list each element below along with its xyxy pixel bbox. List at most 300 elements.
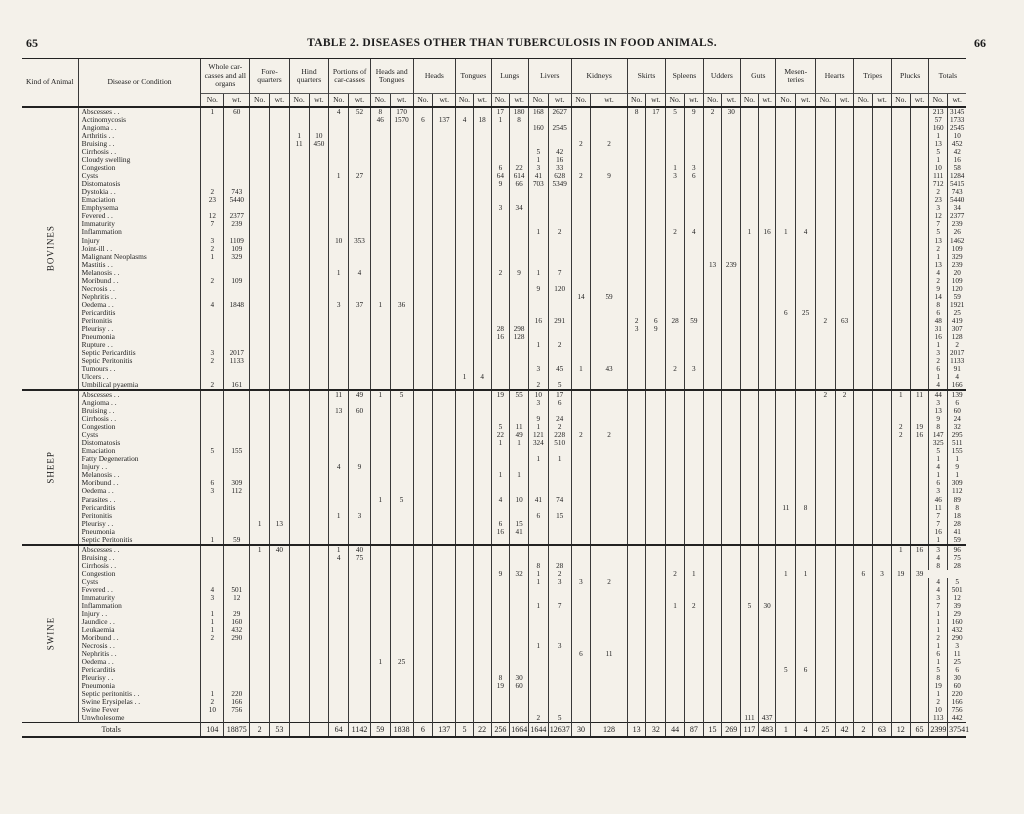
- value-cell: [684, 188, 703, 196]
- value-cell: [815, 706, 835, 714]
- value-cell: [910, 357, 929, 365]
- value-cell: 3: [349, 512, 371, 520]
- value-cell: [835, 674, 854, 682]
- value-cell: [390, 204, 413, 212]
- total-cell: 22: [473, 723, 491, 738]
- value-cell: 109: [224, 277, 250, 285]
- value-cell: [815, 407, 835, 415]
- value-cell: [250, 204, 270, 212]
- value-cell: 9: [646, 325, 666, 333]
- value-cell: [835, 107, 854, 116]
- value-cell: [491, 586, 510, 594]
- value-cell: [349, 658, 371, 666]
- value-cell: [873, 512, 892, 520]
- value-cell: [289, 293, 309, 301]
- value-cell: [528, 407, 548, 415]
- value-cell: [390, 431, 413, 439]
- value-cell: [289, 455, 309, 463]
- value-cell: [201, 682, 224, 690]
- value-cell: [433, 349, 456, 357]
- disease-name: Septic Peritonitis: [78, 357, 201, 365]
- value-cell: [349, 578, 371, 586]
- value-cell: 22: [491, 431, 510, 439]
- value-cell: [270, 431, 290, 439]
- value-cell: 5: [929, 666, 948, 674]
- value-cell: 27: [349, 172, 371, 180]
- value-cell: [646, 439, 666, 447]
- value-cell: 628: [548, 172, 571, 180]
- value-cell: [796, 642, 816, 650]
- value-cell: [510, 642, 529, 650]
- value-cell: [390, 132, 413, 140]
- value-cell: [835, 196, 854, 204]
- value-cell: [224, 325, 250, 333]
- value-cell: [309, 690, 329, 698]
- value-cell: [270, 204, 290, 212]
- value-cell: [370, 277, 390, 285]
- value-cell: [473, 349, 491, 357]
- value-cell: 128: [510, 333, 529, 341]
- value-cell: [815, 357, 835, 365]
- value-cell: [703, 317, 722, 325]
- value-cell: [854, 690, 873, 698]
- value-cell: 1: [528, 423, 548, 431]
- value-cell: 3: [571, 578, 591, 586]
- value-cell: [329, 148, 349, 156]
- value-cell: [666, 504, 685, 512]
- value-cell: [390, 349, 413, 357]
- value-cell: [491, 545, 510, 554]
- value-cell: [224, 431, 250, 439]
- value-cell: [309, 261, 329, 269]
- value-cell: [627, 148, 646, 156]
- value-cell: [776, 642, 796, 650]
- value-cell: [873, 253, 892, 261]
- value-cell: [741, 594, 759, 602]
- value-cell: [835, 423, 854, 431]
- value-cell: [370, 140, 390, 148]
- value-cell: [433, 237, 456, 245]
- value-cell: [370, 706, 390, 714]
- value-cell: 6: [929, 365, 948, 373]
- value-cell: [591, 626, 627, 634]
- value-cell: [289, 578, 309, 586]
- value-cell: [684, 140, 703, 148]
- value-cell: [873, 285, 892, 293]
- value-cell: [684, 245, 703, 253]
- value-cell: 8: [929, 562, 948, 570]
- value-cell: [433, 325, 456, 333]
- value-cell: 4: [201, 301, 224, 309]
- value-cell: 2: [201, 634, 224, 642]
- value-cell: [910, 690, 929, 698]
- value-cell: 3: [929, 349, 948, 357]
- value-cell: 161: [224, 381, 250, 390]
- value-cell: [510, 706, 529, 714]
- value-cell: [646, 253, 666, 261]
- value-cell: 6: [929, 309, 948, 317]
- value-cell: [815, 610, 835, 618]
- value-cell: [250, 666, 270, 674]
- value-cell: [289, 714, 309, 723]
- value-cell: [684, 650, 703, 658]
- value-cell: [627, 365, 646, 373]
- value-cell: [873, 602, 892, 610]
- value-cell: [591, 228, 627, 236]
- value-cell: 42: [548, 148, 571, 156]
- value-cell: [510, 301, 529, 309]
- header-wt: wt.: [722, 94, 741, 108]
- disease-table: [22, 58, 1014, 738]
- value-cell: [309, 373, 329, 381]
- value-cell: 48: [929, 317, 948, 325]
- value-cell: [646, 487, 666, 495]
- value-cell: [741, 220, 759, 228]
- value-cell: [224, 132, 250, 140]
- value-cell: [528, 690, 548, 698]
- value-cell: [815, 714, 835, 723]
- value-cell: [433, 487, 456, 495]
- value-cell: [413, 333, 433, 341]
- value-cell: [815, 381, 835, 390]
- value-cell: [891, 180, 910, 188]
- value-cell: [684, 471, 703, 479]
- value-cell: [776, 148, 796, 156]
- value-cell: [684, 504, 703, 512]
- value-cell: [224, 570, 250, 578]
- value-cell: [390, 253, 413, 261]
- header-group: Tongues: [456, 59, 491, 94]
- value-cell: [666, 634, 685, 642]
- value-cell: 13: [929, 261, 948, 269]
- value-cell: [289, 706, 309, 714]
- value-cell: [528, 650, 548, 658]
- value-cell: [722, 602, 741, 610]
- value-cell: [473, 407, 491, 415]
- value-cell: [796, 180, 816, 188]
- value-cell: [776, 269, 796, 277]
- value-cell: [413, 528, 433, 536]
- value-cell: 2: [948, 341, 967, 349]
- value-cell: [758, 610, 776, 618]
- value-cell: [571, 196, 591, 204]
- value-cell: [758, 390, 776, 399]
- value-cell: [370, 479, 390, 487]
- value-cell: [370, 245, 390, 253]
- value-cell: [571, 301, 591, 309]
- value-cell: [390, 261, 413, 269]
- value-cell: 10: [929, 164, 948, 172]
- value-cell: [309, 479, 329, 487]
- value-cell: 6: [796, 666, 816, 674]
- value-cell: [722, 447, 741, 455]
- value-cell: [571, 132, 591, 140]
- value-cell: [250, 602, 270, 610]
- value-cell: [722, 714, 741, 723]
- value-cell: [891, 586, 910, 594]
- table-row: [22, 504, 1014, 512]
- header-group: Whole car-casses and all organs: [201, 59, 250, 94]
- value-cell: [270, 528, 290, 536]
- value-cell: [329, 642, 349, 650]
- value-cell: [548, 140, 571, 148]
- value-cell: [776, 610, 796, 618]
- value-cell: [741, 658, 759, 666]
- value-cell: 1: [329, 545, 349, 554]
- value-cell: [815, 204, 835, 212]
- value-cell: [270, 164, 290, 172]
- value-cell: [390, 602, 413, 610]
- value-cell: [910, 602, 929, 610]
- value-cell: [329, 634, 349, 642]
- value-cell: [433, 674, 456, 682]
- value-cell: [627, 156, 646, 164]
- value-cell: [456, 188, 474, 196]
- value-cell: 239: [948, 261, 967, 269]
- value-cell: [473, 357, 491, 365]
- value-cell: 2: [627, 317, 646, 325]
- value-cell: [548, 528, 571, 536]
- header-group: Hearts: [815, 59, 853, 94]
- table-row: [22, 317, 1014, 325]
- value-cell: [646, 148, 666, 156]
- value-cell: [591, 479, 627, 487]
- value-cell: [309, 269, 329, 277]
- value-cell: [758, 349, 776, 357]
- value-cell: [666, 204, 685, 212]
- value-cell: [571, 634, 591, 642]
- value-cell: [473, 487, 491, 495]
- value-cell: [873, 148, 892, 156]
- value-cell: [703, 253, 722, 261]
- disease-name: Pleurisy . .: [78, 520, 201, 528]
- value-cell: [349, 204, 371, 212]
- value-cell: [627, 220, 646, 228]
- value-cell: [646, 245, 666, 253]
- value-cell: 1: [741, 228, 759, 236]
- value-cell: [548, 650, 571, 658]
- value-cell: [703, 140, 722, 148]
- value-cell: [413, 357, 433, 365]
- value-cell: [646, 188, 666, 196]
- value-cell: [758, 407, 776, 415]
- disease-name: Swine Erysipelas . .: [78, 698, 201, 706]
- value-cell: [289, 471, 309, 479]
- value-cell: [666, 698, 685, 706]
- value-cell: [250, 148, 270, 156]
- value-cell: [250, 341, 270, 349]
- value-cell: [390, 520, 413, 528]
- value-cell: [854, 504, 873, 512]
- value-cell: [873, 269, 892, 277]
- value-cell: 52: [349, 107, 371, 116]
- value-cell: [571, 496, 591, 504]
- value-cell: 1733: [948, 116, 967, 124]
- value-cell: [854, 447, 873, 455]
- total-cell: 25: [815, 723, 835, 738]
- value-cell: [433, 423, 456, 431]
- value-cell: [703, 487, 722, 495]
- value-cell: [741, 562, 759, 570]
- value-cell: [741, 107, 759, 116]
- value-cell: [456, 520, 474, 528]
- value-cell: [433, 455, 456, 463]
- value-cell: [491, 714, 510, 723]
- value-cell: [473, 220, 491, 228]
- value-cell: [413, 487, 433, 495]
- value-cell: [741, 349, 759, 357]
- value-cell: [758, 666, 776, 674]
- value-cell: [758, 674, 776, 682]
- value-cell: [349, 277, 371, 285]
- value-cell: [473, 455, 491, 463]
- value-cell: [473, 333, 491, 341]
- value-cell: [873, 706, 892, 714]
- value-cell: [309, 618, 329, 626]
- value-cell: [491, 381, 510, 390]
- table-row: [22, 431, 1014, 439]
- value-cell: [390, 277, 413, 285]
- value-cell: [456, 140, 474, 148]
- value-cell: [776, 188, 796, 196]
- value-cell: [473, 293, 491, 301]
- value-cell: [684, 381, 703, 390]
- value-cell: [413, 399, 433, 407]
- value-cell: [349, 650, 371, 658]
- value-cell: [646, 357, 666, 365]
- header-wt: wt.: [433, 94, 456, 108]
- value-cell: 49: [349, 390, 371, 399]
- value-cell: [722, 545, 741, 554]
- value-cell: [591, 381, 627, 390]
- value-cell: [491, 407, 510, 415]
- value-cell: [548, 277, 571, 285]
- value-cell: [627, 455, 646, 463]
- value-cell: [873, 341, 892, 349]
- value-cell: [270, 148, 290, 156]
- value-cell: [413, 309, 433, 317]
- value-cell: [413, 463, 433, 471]
- value-cell: [646, 220, 666, 228]
- value-cell: [473, 698, 491, 706]
- value-cell: [456, 578, 474, 586]
- value-cell: [815, 253, 835, 261]
- value-cell: [528, 528, 548, 536]
- value-cell: 5440: [948, 196, 967, 204]
- value-cell: [224, 172, 250, 180]
- value-cell: [329, 447, 349, 455]
- value-cell: [910, 309, 929, 317]
- value-cell: [646, 212, 666, 220]
- value-cell: 11: [910, 390, 929, 399]
- value-cell: [571, 373, 591, 381]
- value-cell: [891, 196, 910, 204]
- value-cell: [289, 204, 309, 212]
- value-cell: [571, 124, 591, 132]
- value-cell: [571, 618, 591, 626]
- value-cell: [473, 399, 491, 407]
- value-cell: [224, 204, 250, 212]
- value-cell: [329, 253, 349, 261]
- value-cell: [796, 261, 816, 269]
- value-cell: [741, 471, 759, 479]
- value-cell: [741, 148, 759, 156]
- header-no: No.: [891, 94, 910, 108]
- value-cell: [390, 455, 413, 463]
- value-cell: [309, 545, 329, 554]
- value-cell: [854, 301, 873, 309]
- value-cell: [835, 642, 854, 650]
- left-page-number: 65: [26, 36, 38, 50]
- value-cell: [741, 570, 759, 578]
- value-cell: [854, 642, 873, 650]
- value-cell: [289, 317, 309, 325]
- value-cell: 1: [929, 373, 948, 381]
- value-cell: [413, 618, 433, 626]
- value-cell: 2: [201, 381, 224, 390]
- value-cell: [591, 180, 627, 188]
- value-cell: [289, 180, 309, 188]
- value-cell: [873, 277, 892, 285]
- value-cell: [250, 309, 270, 317]
- value-cell: [390, 479, 413, 487]
- value-cell: [666, 293, 685, 301]
- value-cell: [250, 415, 270, 423]
- value-cell: [270, 220, 290, 228]
- value-cell: 3: [528, 164, 548, 172]
- value-cell: [491, 309, 510, 317]
- value-cell: [646, 381, 666, 390]
- value-cell: [349, 253, 371, 261]
- value-cell: [349, 439, 371, 447]
- value-cell: [548, 116, 571, 124]
- value-cell: [854, 237, 873, 245]
- value-cell: 10: [528, 390, 548, 399]
- value-cell: [796, 423, 816, 431]
- value-cell: [796, 220, 816, 228]
- value-cell: 4: [349, 269, 371, 277]
- value-cell: [722, 634, 741, 642]
- value-cell: [591, 390, 627, 399]
- value-cell: [413, 204, 433, 212]
- value-cell: [413, 220, 433, 228]
- value-cell: 14: [571, 293, 591, 301]
- disease-name: Pleurisy . .: [78, 325, 201, 333]
- value-cell: [473, 562, 491, 570]
- header-wt: wt.: [510, 94, 529, 108]
- value-cell: 756: [224, 706, 250, 714]
- value-cell: [349, 698, 371, 706]
- value-cell: [548, 212, 571, 220]
- value-cell: [413, 698, 433, 706]
- value-cell: [571, 116, 591, 124]
- value-cell: [591, 399, 627, 407]
- value-cell: [349, 487, 371, 495]
- value-cell: [873, 423, 892, 431]
- value-cell: 9: [929, 415, 948, 423]
- value-cell: [776, 116, 796, 124]
- value-cell: [548, 554, 571, 562]
- value-cell: [873, 333, 892, 341]
- value-cell: [250, 504, 270, 512]
- value-cell: 13: [270, 520, 290, 528]
- value-cell: 2627: [548, 107, 571, 116]
- value-cell: [370, 293, 390, 301]
- value-cell: [910, 277, 929, 285]
- value-cell: [873, 293, 892, 301]
- value-cell: 30: [510, 674, 529, 682]
- value-cell: [684, 463, 703, 471]
